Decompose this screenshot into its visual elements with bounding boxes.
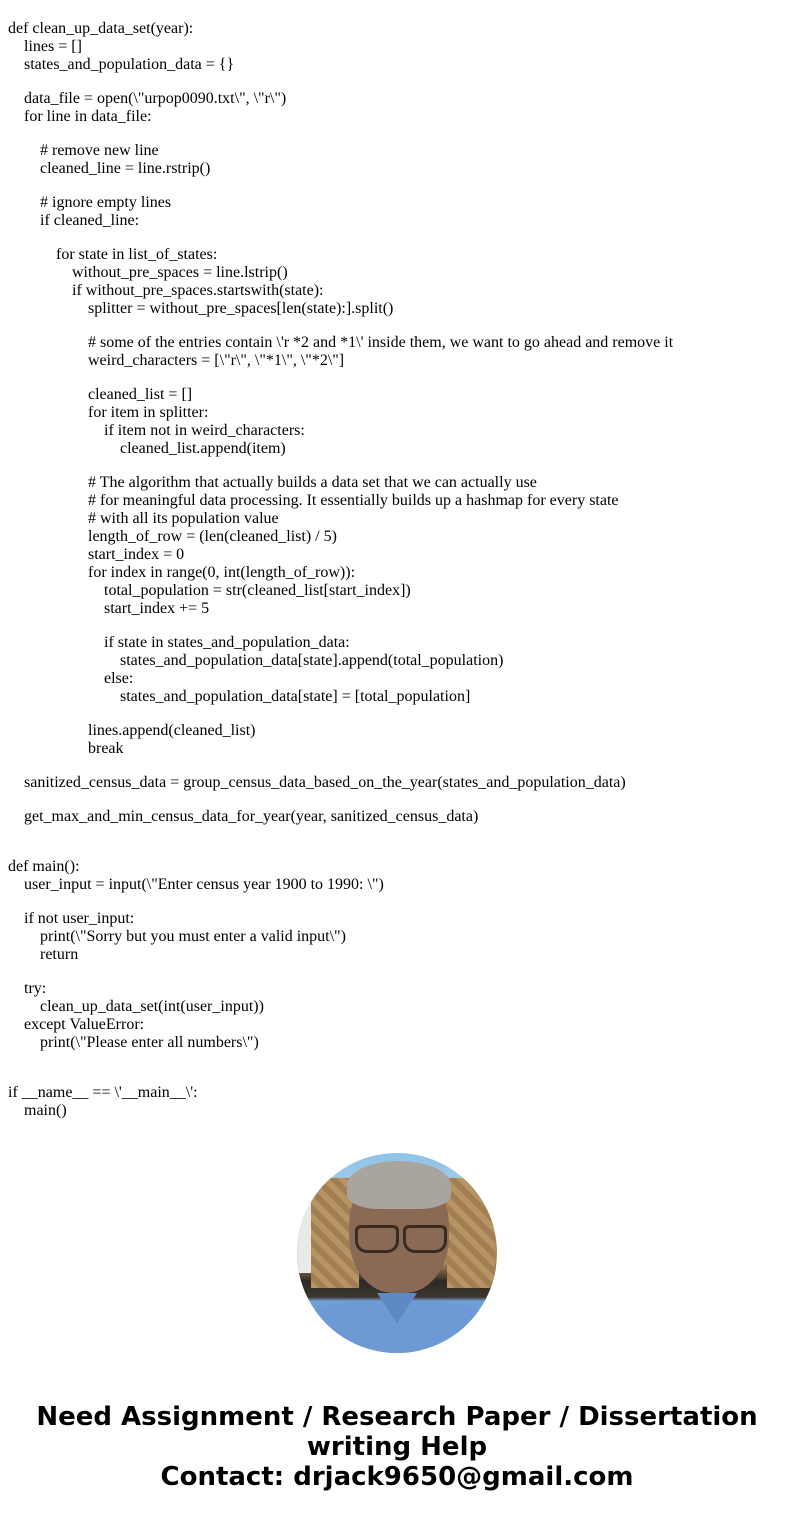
avatar xyxy=(297,1153,497,1353)
code-line: else: xyxy=(104,670,134,687)
code-line: cleaned_list = [] xyxy=(88,386,193,403)
code-line: lines = [] xyxy=(24,38,82,55)
code-line: if item not in weird_characters: xyxy=(104,422,305,439)
banner-headline: Need Assignment / Research Paper / Dissertation xyxy=(36,1402,758,1432)
code-line: if cleaned_line: xyxy=(40,212,140,229)
code-line: user_input = input(\"Enter census year 1900 to 1990: \") xyxy=(24,876,384,893)
blank-line xyxy=(8,230,673,246)
contact-email[interactable]: Contact: drjack9650@gmail.com xyxy=(160,1462,634,1492)
blank-line xyxy=(8,126,673,142)
blank-line xyxy=(8,370,673,386)
code-line: cleaned_list.append(item) xyxy=(120,440,286,457)
code-line: main() xyxy=(24,1102,67,1119)
blank-line xyxy=(8,74,673,90)
code-line: except ValueError: xyxy=(24,1016,145,1033)
code-line: states_and_population_data = {} xyxy=(24,56,235,73)
code-line: without_pre_spaces = line.lstrip() xyxy=(72,264,288,281)
glasses-icon xyxy=(355,1225,399,1253)
code-line: # with all its population value xyxy=(88,510,279,527)
code-block xyxy=(8,20,673,1120)
photo-hair xyxy=(347,1161,451,1209)
blank-line xyxy=(8,826,673,842)
code-line: weird_characters = [\"r\", \"*1\", \"*2\"] xyxy=(88,352,345,369)
blank-line xyxy=(8,1052,673,1068)
code-line: # The algorithm that actually builds a data set that we can actually use xyxy=(88,474,537,491)
code-line: print(\"Please enter all numbers\") xyxy=(40,1034,259,1051)
glasses-icon xyxy=(403,1225,447,1253)
code-line: for index in range(0, int(length_of_row)): xyxy=(88,564,356,581)
code-line: break xyxy=(88,740,124,757)
code-line: length_of_row = (len(cleaned_list) / 5) xyxy=(88,528,337,545)
blank-line xyxy=(8,706,673,722)
code-line: total_population = str(cleaned_list[start_index]) xyxy=(104,582,411,599)
code-line: return xyxy=(40,946,79,963)
code-line: def main(): xyxy=(8,858,80,875)
blank-line xyxy=(8,1068,673,1084)
code-line: # for meaningful data processing. It essentially builds up a hashmap for every state xyxy=(88,492,619,509)
code-line: if without_pre_spaces.startswith(state): xyxy=(72,282,324,299)
code-line: states_and_population_data[state].append(total_population) xyxy=(120,652,504,669)
code-line: if not user_input: xyxy=(24,910,135,927)
blank-line xyxy=(8,792,673,808)
code-line: get_max_and_min_census_data_for_year(year, sanitized_census_data) xyxy=(24,808,479,825)
code-line: # remove new line xyxy=(40,142,159,159)
code-line: clean_up_data_set(int(user_input)) xyxy=(40,998,264,1015)
code-line: def clean_up_data_set(year): xyxy=(8,20,194,37)
blank-line xyxy=(8,458,673,474)
code-line: for item in splitter: xyxy=(88,404,209,421)
code-line: splitter = without_pre_spaces[len(state):].split() xyxy=(88,300,394,317)
code-line: lines.append(cleaned_list) xyxy=(88,722,256,739)
code-line: if __name__ == \'__main__\': xyxy=(8,1084,198,1101)
contact-banner xyxy=(0,1402,794,1492)
code-line: start_index += 5 xyxy=(104,600,210,617)
code-line: print(\"Sorry but you must enter a valid input\") xyxy=(40,928,346,945)
blank-line xyxy=(8,758,673,774)
code-line: try: xyxy=(24,980,47,997)
blank-line xyxy=(8,964,673,980)
code-line: if state in states_and_population_data: xyxy=(104,634,350,651)
code-line: for state in list_of_states: xyxy=(56,246,218,263)
blank-line xyxy=(8,894,673,910)
code-line: sanitized_census_data = group_census_data_based_on_the_year(states_and_population_data) xyxy=(24,774,626,791)
code-line: cleaned_line = line.rstrip() xyxy=(40,160,211,177)
photo-background-panel xyxy=(447,1178,495,1288)
blank-line xyxy=(8,618,673,634)
code-line: data_file = open(\"urpop0090.txt\", \"r\") xyxy=(24,90,287,107)
blank-line xyxy=(8,318,673,334)
code-line: for line in data_file: xyxy=(24,108,152,125)
blank-line xyxy=(8,842,673,858)
blank-line xyxy=(8,178,673,194)
code-line: states_and_population_data[state] = [total_population] xyxy=(120,688,471,705)
code-line: # ignore empty lines xyxy=(40,194,172,211)
code-line: # some of the entries contain \'r *2 and *1\' inside them, we want to go ahead and remove it xyxy=(88,334,674,351)
banner-subline: writing Help xyxy=(306,1432,488,1462)
code-line: start_index = 0 xyxy=(88,546,185,563)
